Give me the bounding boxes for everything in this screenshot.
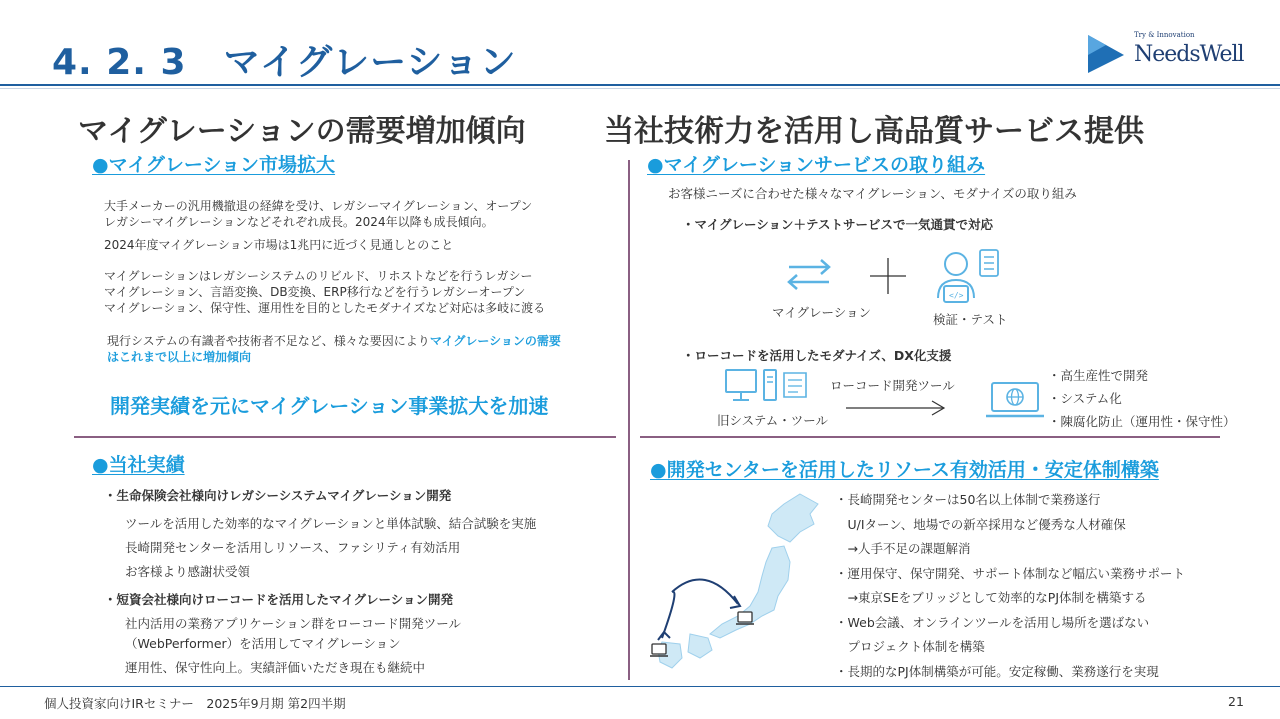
case2-line: 社内活用の業務アプリケーション群をローコード開発ツール [125, 616, 462, 631]
japan-map [650, 492, 822, 672]
title-rule-thin [0, 88, 1280, 89]
title-rule [0, 84, 1280, 86]
center-line: →人手不足の課題解消 [835, 541, 971, 556]
market-callout: 開発実績を元にマイグレーション事業拡大を加速 [110, 394, 549, 418]
market-heading: ●マイグレーション市場拡大 [92, 154, 336, 176]
market-p4-text: 現行システムの有識者や技術者不足など、様々な要因により [107, 334, 430, 348]
logo-name: NeedsWell [1134, 42, 1244, 67]
footer-rule [0, 686, 1280, 687]
center-line: ・Web会議、オンラインツールを活用し場所を選ばない [835, 614, 1150, 630]
case2-line: 運用性、保守性向上。実績評価いただき現在も継続中 [125, 660, 426, 675]
center-line: ・長崎開発センターは50名以上体制で業務遂行 [835, 492, 1101, 507]
service-item-2: ・ローコードを活用したモダナイズ、DX化支援 [682, 348, 952, 363]
center-line: U/Iターン、地場での新卒採用など優秀な人材確保 [835, 516, 1126, 532]
center-details [835, 488, 1185, 684]
market-p3-line: マイグレーション、言語変換、DB変換、ERP移行などを行うレガシーオープン [104, 285, 526, 299]
case1-title: ・生命保険会社様向けレガシーシステムマイグレーション開発 [104, 488, 452, 503]
needswell-logo-icon [1086, 33, 1126, 75]
center-line: ・運用保守、保守開発、サポート体制など幅広い業務サポート [835, 565, 1186, 581]
center-divider [628, 160, 630, 680]
benefit-item: ・陳腐化防止（運用性・保守性） [1048, 414, 1236, 429]
market-p1-line: 大手メーカーの汎用機撤退の経緯を受け、レガシーマイグレーション、オープン [104, 199, 533, 213]
svg-text:</>: </> [949, 291, 964, 300]
market-p4-highlight: マイグレーションの需要 [429, 334, 561, 348]
page-number: 21 [1228, 694, 1244, 709]
market-paragraph-1 [104, 198, 532, 230]
case1-line: お客様より感謝状受領 [125, 564, 251, 579]
center-line: ・長期的なPJ体制構築が可能。安定稼働、業務遂行を実現 [835, 663, 1159, 679]
headline-right: 当社技術力を活用し高品質サービス提供 [604, 114, 1144, 149]
benefit-item: ・システム化 [1048, 391, 1122, 406]
market-p1-line: レガシーマイグレーションなどそれぞれ成長。2024年以降も成長傾向。 [104, 215, 494, 229]
right-arrow-icon [844, 398, 948, 418]
case2-details [125, 614, 461, 678]
case1-line: ツールを活用した効率的なマイグレーションと単体試験、結合試験を実施 [125, 516, 537, 531]
case2-title: ・短資会社様向けローコードを活用したマイグレーション開発 [104, 592, 454, 607]
headline-left: マイグレーションの需要増加傾向 [78, 114, 526, 149]
swap-arrows-icon [785, 257, 833, 291]
market-paragraph-3 [104, 268, 545, 316]
service-heading: ●マイグレーションサービスの取り組み [647, 154, 986, 176]
center-line: →東京SEをブリッジとして効率的なPJ体制を構築する [835, 590, 1147, 605]
legacy-label: 旧システム・ツール [717, 413, 829, 428]
market-paragraph-2: 2024年度マイグレーション市場は1兆円に近づく見通しとのこと [104, 238, 454, 252]
modernize-benefits [1048, 364, 1236, 433]
benefit-item: ・高生産性で開発 [1048, 368, 1149, 383]
market-p3-line: マイグレーション、保守性、運用性を目的としたモダナイズなど対応は多岐に渡る [104, 301, 546, 315]
legacy-system-icon [724, 367, 814, 405]
page-title: 4. 2. 3 マイグレーション [52, 42, 517, 83]
center-line: プロジェクト体制を構築 [835, 639, 985, 654]
market-p4-highlight-cont: はこれまで以上に増加傾向 [107, 350, 252, 364]
service-intro: お客様ニーズに合わせた様々なマイグレーション、モダナイズの取り組み [668, 186, 1077, 201]
left-divider [74, 436, 616, 438]
plus-icon [868, 256, 908, 296]
market-p3-line: マイグレーションはレガシーシステムのリビルド、リホストなどを行うレガシー [104, 269, 533, 283]
logo-tagline: Try & Innovation [1134, 31, 1195, 39]
case2-line: （WebPerformer）を活用してマイグレーション [125, 636, 401, 651]
testing-icon-label: 検証・テスト [933, 312, 1008, 327]
tester-icon [930, 246, 1002, 306]
web-laptop-icon [984, 380, 1046, 420]
service-item-1: ・マイグレーション＋テストサービスで一気通貫で対応 [682, 217, 994, 232]
case1-details [125, 512, 536, 584]
center-heading: ●開発センターを活用したリソース有効活用・安定体制構築 [650, 459, 1159, 481]
lowcode-arrow-label: ローコード開発ツール [830, 378, 955, 393]
market-paragraph-4 [107, 333, 561, 365]
footer-text: 個人投資家向けIRセミナー 2025年9月期 第2四半期 [44, 696, 346, 711]
migration-icon-label: マイグレーション [772, 305, 872, 320]
case1-line: 長崎開発センターを活用しリソース、ファシリティ有効活用 [125, 540, 461, 555]
results-heading: ●当社実績 [92, 454, 185, 476]
right-divider [640, 436, 1220, 438]
